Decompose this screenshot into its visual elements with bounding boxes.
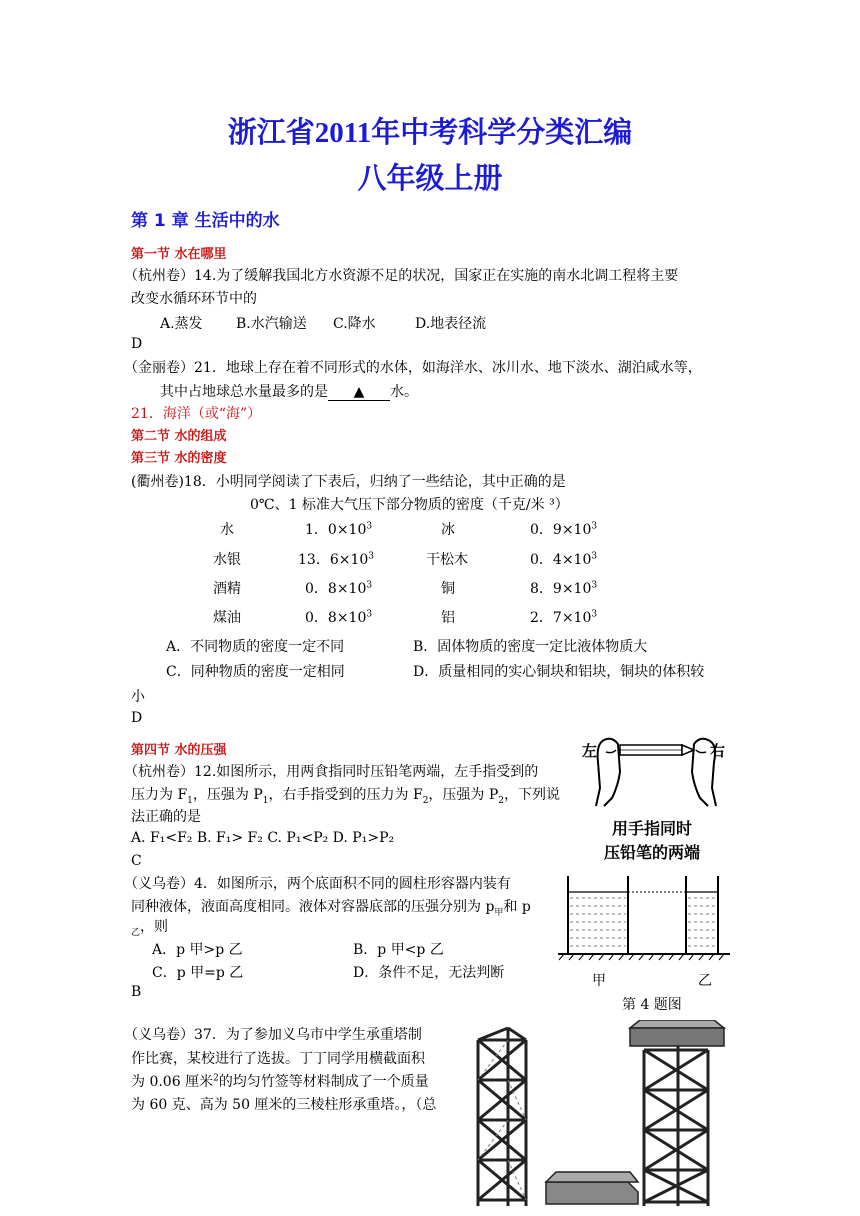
question-text-part: 水。 — [390, 384, 418, 400]
doc-title-line1: 浙江省2011年中考科学分类汇编 — [227, 117, 633, 149]
option-a: A．p 甲>p 乙 — [152, 942, 243, 958]
table-cell — [305, 607, 372, 627]
exponent: 3 — [591, 609, 598, 620]
question-text-part: ，右手指受到的压力为 F — [268, 787, 423, 803]
exponent: 3 — [591, 580, 598, 591]
table-cell — [530, 578, 597, 598]
question-text — [131, 896, 531, 918]
option-a: A.蒸发 — [160, 316, 203, 332]
question-text: （杭州卷）14.为了缓解我国北方水资源不足的状况，国家正在实施的南水北调工程将主要 — [124, 268, 679, 284]
question-text: （义乌卷）37．为了参加义乌市中学生承重塔制 — [124, 1027, 422, 1043]
answer: D — [131, 710, 143, 726]
question-text: （杭州卷）12.如图所示，用两食指同时压铅笔两端，左手指受到的 — [124, 764, 539, 780]
table-cell: 铝 — [441, 610, 455, 626]
exponent: 3 — [368, 551, 375, 562]
option-c: C．同种物质的密度一定相同 — [166, 664, 345, 680]
tower-figure — [468, 1020, 728, 1206]
table-cell — [298, 549, 374, 569]
tower-illustration — [468, 1020, 728, 1206]
question-text-part: ，则 — [140, 919, 169, 935]
question-text-part: 压力为 F — [131, 787, 188, 803]
table-cell — [530, 519, 597, 539]
option-b: B.水汽输送 — [236, 316, 307, 332]
section-heading: 第三节 水的密度 — [131, 451, 227, 466]
subscript: 乙 — [131, 927, 141, 938]
question-text-part: 其中占地球总水量最多的是 — [160, 384, 328, 400]
question-text-part: ，压强为 P — [428, 787, 499, 803]
answer: 21．海洋（或“海”） — [131, 406, 262, 422]
option-d: D.地表径流 — [415, 316, 487, 332]
chapter-heading: 第 1 章 生活中的水 — [131, 211, 280, 231]
table-cell — [530, 607, 597, 627]
question-text: 改变水循环环节中的 — [131, 291, 257, 307]
table-cell-value: 0．8×10 — [305, 610, 367, 626]
container-label-jia: 甲 — [592, 973, 606, 989]
table-cell: 酒精 — [213, 581, 241, 597]
question-text-part: ，下列说 — [504, 787, 561, 803]
question-text — [131, 1071, 429, 1091]
option-b: B．p 甲<p 乙 — [353, 942, 444, 958]
question-text — [160, 381, 418, 401]
question-text-part: 同种液体，液面高度相同。液体对容器底部的压强分别为 p — [131, 899, 495, 915]
question-text: 压力为 $F_1$，压强为 $P_1$，右手指受到的压力为 $F_2$，压强为 $P_2$，下列说 — [131, 787, 561, 806]
question-text — [131, 916, 168, 938]
fig-label-left: 左 — [582, 742, 598, 760]
table-cell-value: 0．8×10 — [305, 581, 367, 597]
option-d: D．条件不足，无法判断 — [353, 965, 505, 981]
container-label-yi: 乙 — [698, 973, 712, 989]
exponent: 3 — [366, 580, 373, 591]
question-text-part: ，压强为 P — [192, 787, 263, 803]
table-cell: 冰 — [441, 522, 455, 538]
table-cell-value: 8．9×10 — [530, 581, 592, 597]
question-text: (衢州卷)18．小明同学阅读了下表后，归纳了一些结论，其中正确的是 — [131, 474, 566, 490]
question-text-part: 为 0.06 厘米 — [131, 1074, 214, 1090]
question-text: （金丽卷）21．地球上存在着不同形式的水体，如海洋水、冰川水、地下淡水、湖泊咸水等， — [124, 360, 702, 376]
pencil-figure — [582, 732, 742, 862]
table-cell: 煤油 — [213, 610, 241, 626]
options-line: A. F₁<F₂ B. F₁> F₂ C. P₁<P₂ D. P₁>P₂ — [131, 830, 395, 846]
question-text: 法正确的是 — [131, 809, 201, 825]
question-text: （义乌卷）4．如图所示，两个底面积不同的圆柱形容器内装有 — [124, 876, 511, 892]
question-text: 为 60 克、高为 50 厘米的三棱柱形承重塔。，（总 — [131, 1097, 437, 1113]
exponent: 3 — [591, 521, 598, 532]
containers-illustration — [558, 874, 738, 964]
table-cell: 铜 — [441, 581, 455, 597]
table-cell-value: 0．9×10 — [530, 522, 592, 538]
table-title: 0℃、1 标准大气压下部分物质的密度（千克/米 ³） — [250, 497, 569, 513]
table-cell-value: 13．6×10 — [298, 552, 369, 568]
option-b: B．固体物质的密度一定比液体物质大 — [413, 639, 648, 655]
answer-blank: ▲ — [328, 384, 390, 401]
section-heading: 第四节 水的压强 — [131, 743, 227, 758]
table-cell-value: 2．7×10 — [530, 610, 592, 626]
option-c: C.降水 — [333, 316, 376, 332]
option-d-continued: 小 — [131, 689, 145, 705]
question-text-part: 和 p — [503, 899, 531, 915]
question-text: 作比赛，某校进行了选拔。丁丁同学用横截面积 — [131, 1051, 425, 1067]
exponent: 3 — [366, 521, 373, 532]
answer: D — [131, 336, 143, 352]
fig-caption: 压铅笔的两端 — [604, 843, 701, 862]
exponent: 2 — [213, 1073, 219, 1084]
table-cell — [305, 578, 372, 598]
section-heading: 第一节 水在哪里 — [131, 247, 227, 262]
option-d: D．质量相同的实心铜块和铝块，铜块的体积较 — [413, 664, 705, 680]
exponent: 3 — [366, 609, 373, 620]
subscript: 甲 — [494, 907, 504, 918]
option-a: A．不同物质的密度一定不同 — [166, 639, 345, 655]
table-cell: 水银 — [213, 552, 241, 568]
option-c: C．p 甲=p 乙 — [152, 965, 244, 981]
containers-figure — [558, 874, 738, 1014]
fig-caption: 第 4 题图 — [622, 997, 682, 1013]
question-text-part: 的均匀竹签等材料制成了一个质量 — [218, 1074, 429, 1090]
exponent: 3 — [591, 551, 598, 562]
table-cell-value: 1．0×10 — [305, 522, 367, 538]
answer: C — [131, 853, 142, 869]
table-cell — [530, 549, 597, 569]
section-heading: 第二节 水的组成 — [131, 429, 227, 444]
answer: B — [131, 984, 142, 1000]
table-cell — [305, 519, 372, 539]
doc-title-line2: 八年级上册 — [357, 163, 503, 195]
table-cell: 干松木 — [426, 552, 468, 568]
table-cell: 水 — [220, 522, 234, 538]
fig-caption: 用手指同时 — [612, 819, 693, 838]
fig-label-right: 右 — [710, 742, 726, 760]
table-cell-value: 0．4×10 — [530, 552, 592, 568]
